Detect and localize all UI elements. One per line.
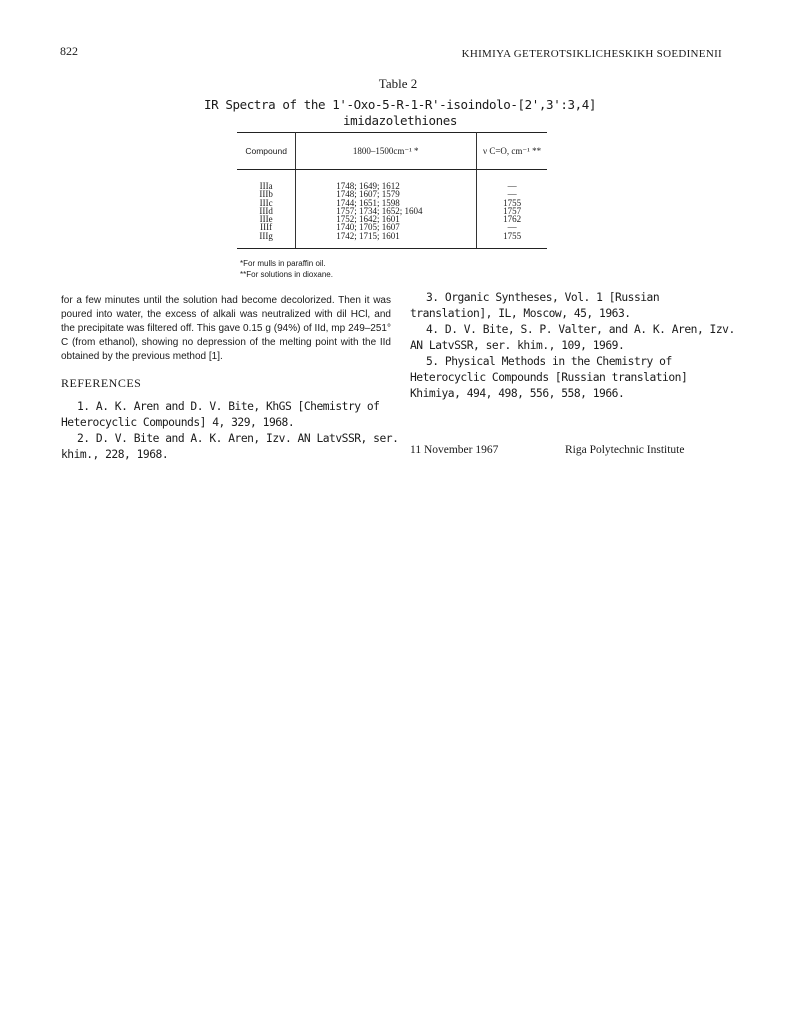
cell-nu-co: 1755 — [477, 232, 547, 249]
table-caption — [180, 97, 620, 129]
reference-item: 5. Physical Methods in the Chemistry of Heterocyclic Compounds [Russian translation] Khimiya, 494, 498, 556, 558, 1966. — [410, 355, 688, 400]
cell-bands: 1742; 1715; 1601 — [296, 232, 477, 249]
cell-bands: 1757; 1734; 1652; 1604 — [296, 207, 477, 215]
reference-item: 2. D. V. Bite and A. K. Aren, Izv. AN LatvSSR, ser. khim., 228, 1968. — [61, 432, 399, 461]
footnote-dioxane: **For solutions in dioxane. — [240, 270, 333, 279]
cell-bands: 1752; 1642; 1601 — [296, 215, 477, 223]
references-list-left — [61, 399, 401, 463]
column-header-bands: 1800–1500cm⁻¹ * — [296, 133, 477, 170]
cell-compound: IIIg — [237, 232, 296, 249]
page-number: 822 — [60, 44, 78, 58]
cell-nu-co: — — [507, 181, 517, 191]
cell-bands: 1744; 1651; 1598 — [296, 199, 477, 207]
reference-item: 1. A. K. Aren and D. V. Bite, KhGS [Chemistry of Heterocyclic Compounds] 4, 329, 1968. — [61, 400, 380, 429]
cell-nu-co: 1755 — [503, 197, 522, 208]
table-row — [237, 170, 547, 191]
column-header-nu-co: ν C=O, cm⁻¹ ** — [477, 133, 547, 170]
references-heading: REFERENCES — [61, 376, 142, 390]
cell-nu-co: 1762 — [503, 214, 522, 225]
cell-nu-co: — — [507, 189, 517, 200]
footnote-paraffin: *For mulls in paraffin oil. — [240, 259, 326, 268]
cell-nu-co: 1757 — [503, 205, 522, 216]
journal-title: KHIMIYA GETEROTSIKLICHESKIKH SOEDINENII — [461, 48, 722, 60]
cell-bands: 1740; 1705; 1607 — [296, 223, 477, 231]
ir-spectra-table — [237, 132, 547, 249]
institute-name: Riga Polytechnic Institute — [565, 444, 685, 456]
cell-nu-co: — — [507, 222, 517, 233]
table-footnotes — [240, 258, 333, 280]
received-date: 11 November 1967 — [410, 444, 499, 456]
table-row — [237, 232, 547, 249]
cell-compound: IIId — [237, 207, 296, 215]
table-header-row — [237, 133, 547, 170]
cell-compound: IIIf — [237, 223, 296, 231]
reference-item: 3. Organic Syntheses, Vol. 1 [Russian translation], IL, Moscow, 45, 1963. — [410, 291, 660, 320]
table-caption-line1: IR Spectra of the 1'-Oxo-5-R-1-R'-isoindolo-[2',3':3,4] — [204, 97, 596, 112]
cell-compound: IIIa — [237, 170, 296, 191]
cell-compound: IIIc — [237, 199, 296, 207]
column-header-compound: Compound — [237, 133, 296, 170]
body-paragraph: for a few minutes until the solution had become decolorized. Then it was poured into water, the excess of alkali was neutralized with dil HCl, and the precipitate was filtered off. This gave 0.15 g (94%) of IId, mp 249–251° C (from ethanol), showing no depression of the melting point with the IId obtained by the previous method [1]. — [61, 295, 391, 362]
cell-compound: IIIe — [237, 215, 296, 223]
table-caption-line2: imidazolethiones — [342, 113, 457, 128]
cell-compound: IIIb — [237, 190, 296, 198]
references-list-right — [410, 290, 740, 402]
reference-item: 4. D. V. Bite, S. P. Valter, and A. K. Aren, Izv. AN LatvSSR, ser. khim., 109, 1969. — [410, 323, 735, 352]
cell-bands: 1748; 1607; 1579 — [296, 190, 477, 198]
cell-bands: 1748; 1649; 1612 — [296, 170, 477, 191]
table-label: Table 2 — [378, 76, 418, 91]
